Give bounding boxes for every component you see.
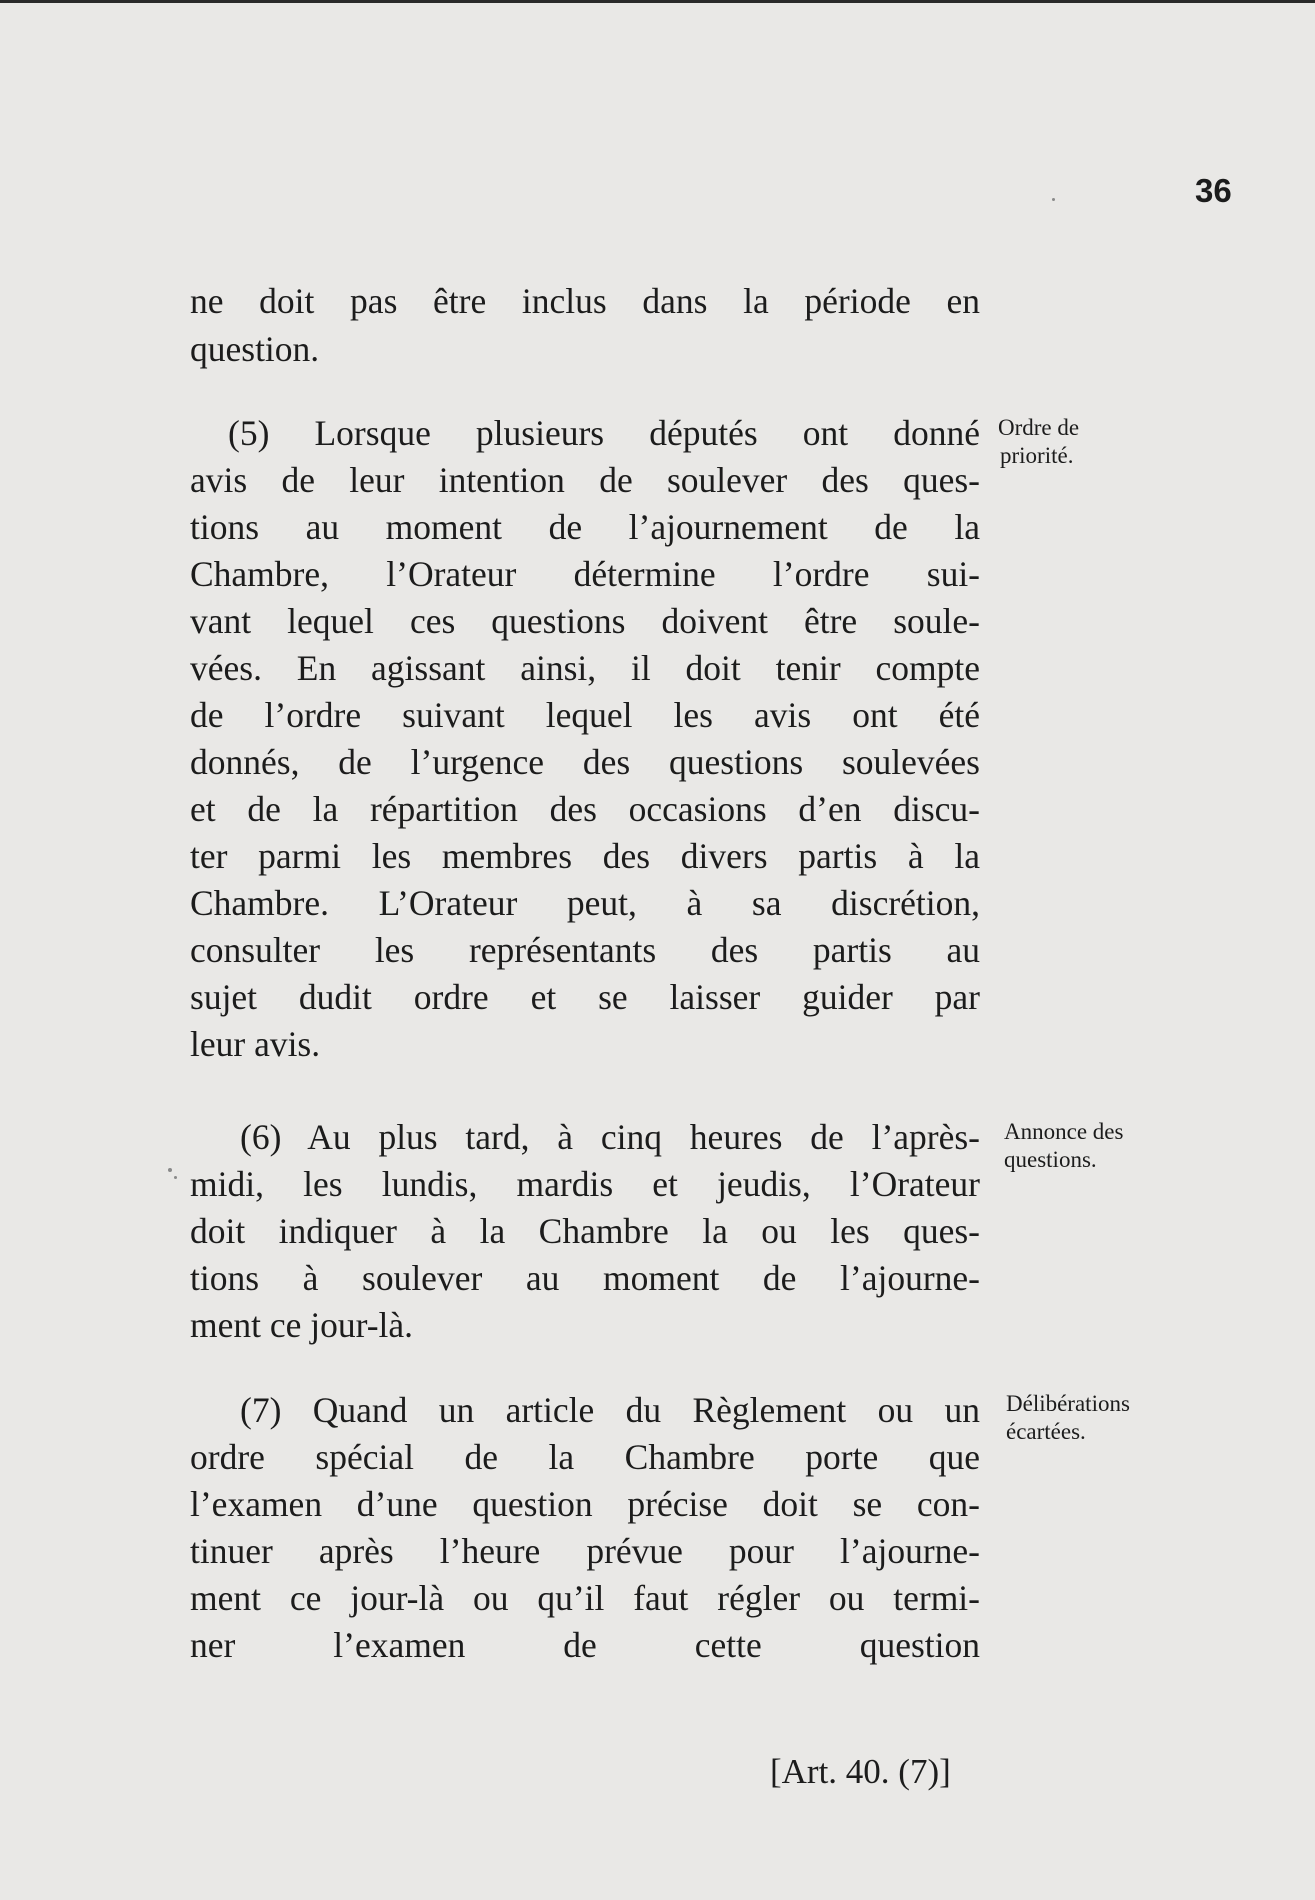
paragraph-1-line: ne doit pas être inclus dans la période en <box>190 281 980 321</box>
paragraph-6-line: ment ce jour-là. <box>190 1305 414 1345</box>
paragraph-7-line: l’examen d’une question précise doit se con- <box>190 1484 980 1524</box>
paragraph-5-line: de l’ordre suivant lequel les avis ont été <box>190 695 980 735</box>
margin-note-deliberations <box>1006 1390 1130 1446</box>
paragraph-5-line: Chambre. L’Orateur peut, à sa discrétion, <box>190 883 980 923</box>
paragraph-6-line: doit indiquer à la Chambre la ou les ques- <box>190 1211 980 1251</box>
paragraph-7-line: ment ce jour-là ou qu’il faut régler ou termi- <box>190 1578 980 1618</box>
paragraph-6-line: (6) Au plus tard, à cinq heures de l’après- <box>240 1117 980 1157</box>
margin-note-line: écartées. <box>1006 1419 1086 1444</box>
paragraph-5-line: vant lequel ces questions doivent être soule- <box>190 601 980 641</box>
article-citation: [Art. 40. (7)] <box>770 1752 951 1791</box>
paragraph-5-line: leur avis. <box>190 1024 321 1064</box>
scan-speck <box>174 1176 177 1179</box>
paragraph-6-line: tions à soulever au moment de l’ajourne- <box>190 1258 980 1298</box>
page-top-edge <box>0 0 1315 3</box>
paragraph-5-line: donnés, de l’urgence des questions soulevées <box>190 742 980 782</box>
scan-speck <box>168 1168 172 1172</box>
paragraph-5-line: Chambre, l’Orateur détermine l’ordre sui- <box>190 554 980 594</box>
paragraph-5-line: avis de leur intention de soulever des ques- <box>190 460 980 500</box>
margin-note-line: questions. <box>1004 1147 1097 1172</box>
paragraph-5-line: tions au moment de l’ajournement de la <box>190 507 980 547</box>
page-number: 36 <box>1195 172 1232 209</box>
margin-note-annonce <box>1004 1118 1123 1174</box>
margin-note-line: Délibérations <box>1006 1391 1130 1416</box>
margin-note-line: Ordre de <box>998 415 1080 440</box>
paragraph-5-line: (5) Lorsque plusieurs députés ont donné <box>228 413 980 453</box>
paragraph-7-line: ordre spécial de la Chambre porte que <box>190 1437 980 1477</box>
margin-note-ordre <box>998 414 1079 470</box>
margin-note-line: Annonce des <box>1004 1119 1124 1144</box>
paragraph-7-line: tinuer après l’heure prévue pour l’ajourne- <box>190 1531 980 1571</box>
paragraph-7-line: ner l’examen de cette question <box>190 1625 980 1665</box>
paragraph-5-line: vées. En agissant ainsi, il doit tenir compte <box>190 648 980 688</box>
margin-note-line: priorité. <box>1000 443 1074 468</box>
paragraph-6-line: midi, les lundis, mardis et jeudis, l’Orateur <box>190 1164 980 1204</box>
paragraph-7-line: (7) Quand un article du Règlement ou un <box>240 1390 980 1430</box>
paragraph-1-line: question. <box>190 329 320 369</box>
paragraph-5-line: et de la répartition des occasions d’en discu- <box>190 789 980 829</box>
paragraph-5-line: ter parmi les membres des divers partis à la <box>190 836 980 876</box>
scan-speck <box>1052 198 1055 201</box>
paragraph-5-line: sujet dudit ordre et se laisser guider par <box>190 977 980 1017</box>
paragraph-5-line: consulter les représentants des partis au <box>190 930 980 970</box>
